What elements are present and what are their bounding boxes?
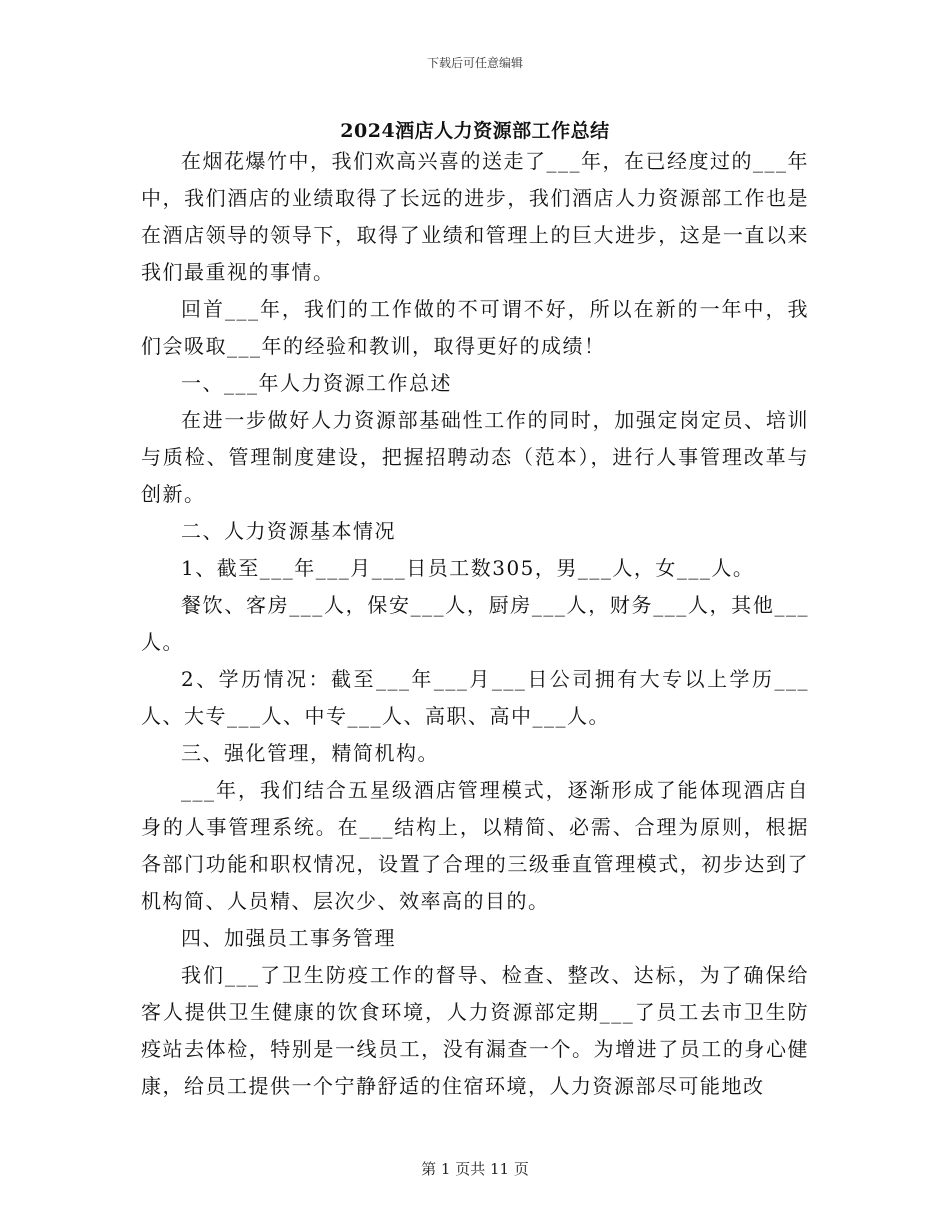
paragraph: ___年，我们结合五星级酒店管理模式，逐渐形成了能体现酒店自身的人事管理系统。在___结构上，以精简、必需、合理为原则，根据各部门功能和职权情况，设置了合理的三级垂直管理模式，初步达到了机构简、人员精、层次少、效率高的目的。 [141,778,809,913]
page-footer: 第 1 页共 11 页 [421,1160,529,1178]
section-heading: 三、强化管理，精简机构。 [181,741,439,765]
paragraph: 回首___年，我们的工作做的不可谓不好，所以在新的一年中，我们会吸取___年的经验和教训，取得更好的成绩！ [141,297,809,358]
section-heading: 一、___年人力资源工作总述 [181,371,452,395]
paragraph: 在烟花爆竹中，我们欢高兴喜的送走了___年，在已经度过的___年中，我们酒店的业绩取得了长远的进步，我们酒店人力资源部工作也是在酒店领导的领导下，取得了业绩和管理上的巨大进步，这是一直以来我们最重视的事情。 [141,149,809,284]
paragraph: 餐饮、客房___人，保安___人，厨房___人，财务___人，其他___人。 [141,593,809,654]
section-heading: 二、人力资源基本情况 [181,519,396,543]
section-heading: 四、加强员工事务管理 [181,926,396,950]
document-title: 2024酒店人力资源部工作总结 [340,120,610,142]
paragraph: 在进一步做好人力资源部基础性工作的同时，加强定岗定员、培训与质检、管理制度建设，把握招聘动态（范本），进行人事管理改革与创新。 [141,408,809,506]
paragraph: 2、学历情况：截至___年___月___日公司拥有大专以上学历___人、大专___人、中专___人、高职、高中___人。 [141,667,809,728]
paragraph: 我们___了卫生防疫工作的督导、检查、整改、达标，为了确保给客人提供卫生健康的饮食环境，人力资源部定期___了员工去市卫生防疫站去体检，特别是一线员工，没有漏查一个。为增进了员工的身心健康，给员工提供一个宁静舒适的住宿环境，人力资源部尽可能地改 [141,963,809,1098]
document-body [141,143,809,1105]
paragraph: 1、截至___年___月___日员工数305，男___人，女___人。 [181,556,755,580]
header-note: 下载后可任意编辑 [426,56,523,70]
